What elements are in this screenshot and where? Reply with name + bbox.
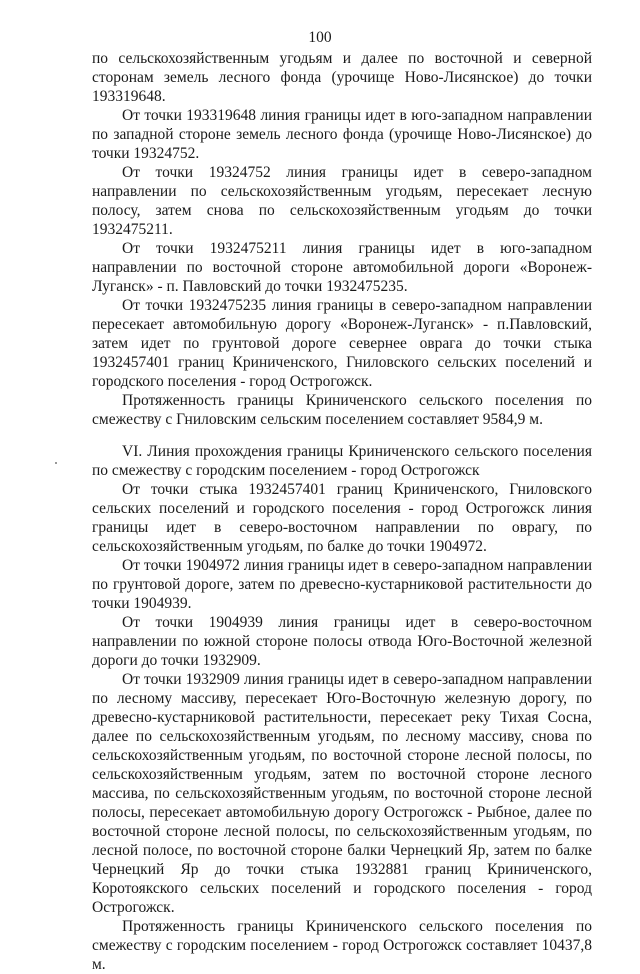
paragraph: Протяженность границы Криниченского сельского поселения по смежеству с Гниловским сельским поселением составляет 9584,9 м. — [92, 392, 592, 428]
paragraph: От точки 19324752 линия границы идет в северо-западном направлении по сельскохозяйственным угодьям, пересекает лесную полосу, затем снова по сельскохозяйственным угодьям до точки 1932475211. — [92, 164, 592, 238]
page-number: 100 — [308, 29, 332, 46]
paragraph: Протяженность границы Криниченского сельского поселения по смежеству с городским поселением - город Острогожск составляет 10437,8 м. — [92, 918, 592, 973]
paragraph: От точки 193319648 линия границы идет в юго-западном направлении по западной стороне земель лесного фонда (урочище Ново-Лисянское) до точки 19324752. — [92, 107, 592, 162]
scan-speck — [55, 462, 57, 464]
paragraph: От точки стыка 1932457401 границ Криниченского, Гниловского сельских поселений и городского поселения - город Острогожск линия границы идет в северо-восточном направлении по оврагу, по сельскохозяйственным угодьям, по балке до точки 1904972. — [92, 481, 592, 555]
paragraph: От точки 1932475235 линия границы в северо-западном направлении пересекает автомобильную дорогу «Воронеж-Луганск» - п.Павловский, затем идет по грунтовой дороге севернее оврага до точки стыка 1932457401 границ Криниченского, Гниловского сельских поселений и городского поселения - город Острогожск. — [92, 297, 592, 390]
paragraph: От точки 1904939 линия границы идет в северо-восточном направлении по южной стороне полосы отвода Юго-Восточной железной дороги до точки 1932909. — [92, 614, 592, 669]
paragraph: по сельскохозяйственным угодьям и далее по восточной и северной сторонам земель лесного фонда (урочище Ново-Лисянское) до точки 193319648. — [92, 50, 592, 105]
section-gap — [92, 429, 592, 442]
paragraph: От точки 1932909 линия границы идет в северо-западном направлении по лесному массиву, пересекает Юго-Восточную железную дорогу, по древесно-кустарниковой растительности, пересекает реку Тихая Сосна, далее по сельскохозяйственным угодьям, по лесному массиву, снова по сельскохозяйственным угодьям, по восточной стороне лесной полосы, по сельскохозяйственным угодьям, затем по восточной стороне лесного массива, по сельскохозяйственным угодьям, по восточной стороне лесной полосы, пересекает автомобильную дорогу Острогожск - Рыбное, далее по восточной стороне лесной полосы, по сельскохозяйственным угодьям, по лесной полосе, по восточной стороне балки Чернецкий Яр, затем по балке Чернецкий Яр до точки стыка 1932881 границ Криниченского, Коротоякского сельских поселений и городского поселения - город Острогожск. — [92, 671, 592, 916]
document-body — [92, 49, 592, 974]
paragraph: От точки 1932475211 линия границы идет в юго-западном направлении по восточной стороне автомобильной дороги «Воронеж-Луганск» - п. Павловский до точки 1932475235. — [92, 240, 592, 295]
section-heading: VI. Линия прохождения границы Криниченского сельского поселения по смежеству с городским поселением - город Острогожск — [92, 443, 592, 479]
paragraph: От точки 1904972 линия границы идет в северо-западном направлении по грунтовой дороге, затем по древесно-кустарниковой растительности до точки 1904939. — [92, 557, 592, 612]
